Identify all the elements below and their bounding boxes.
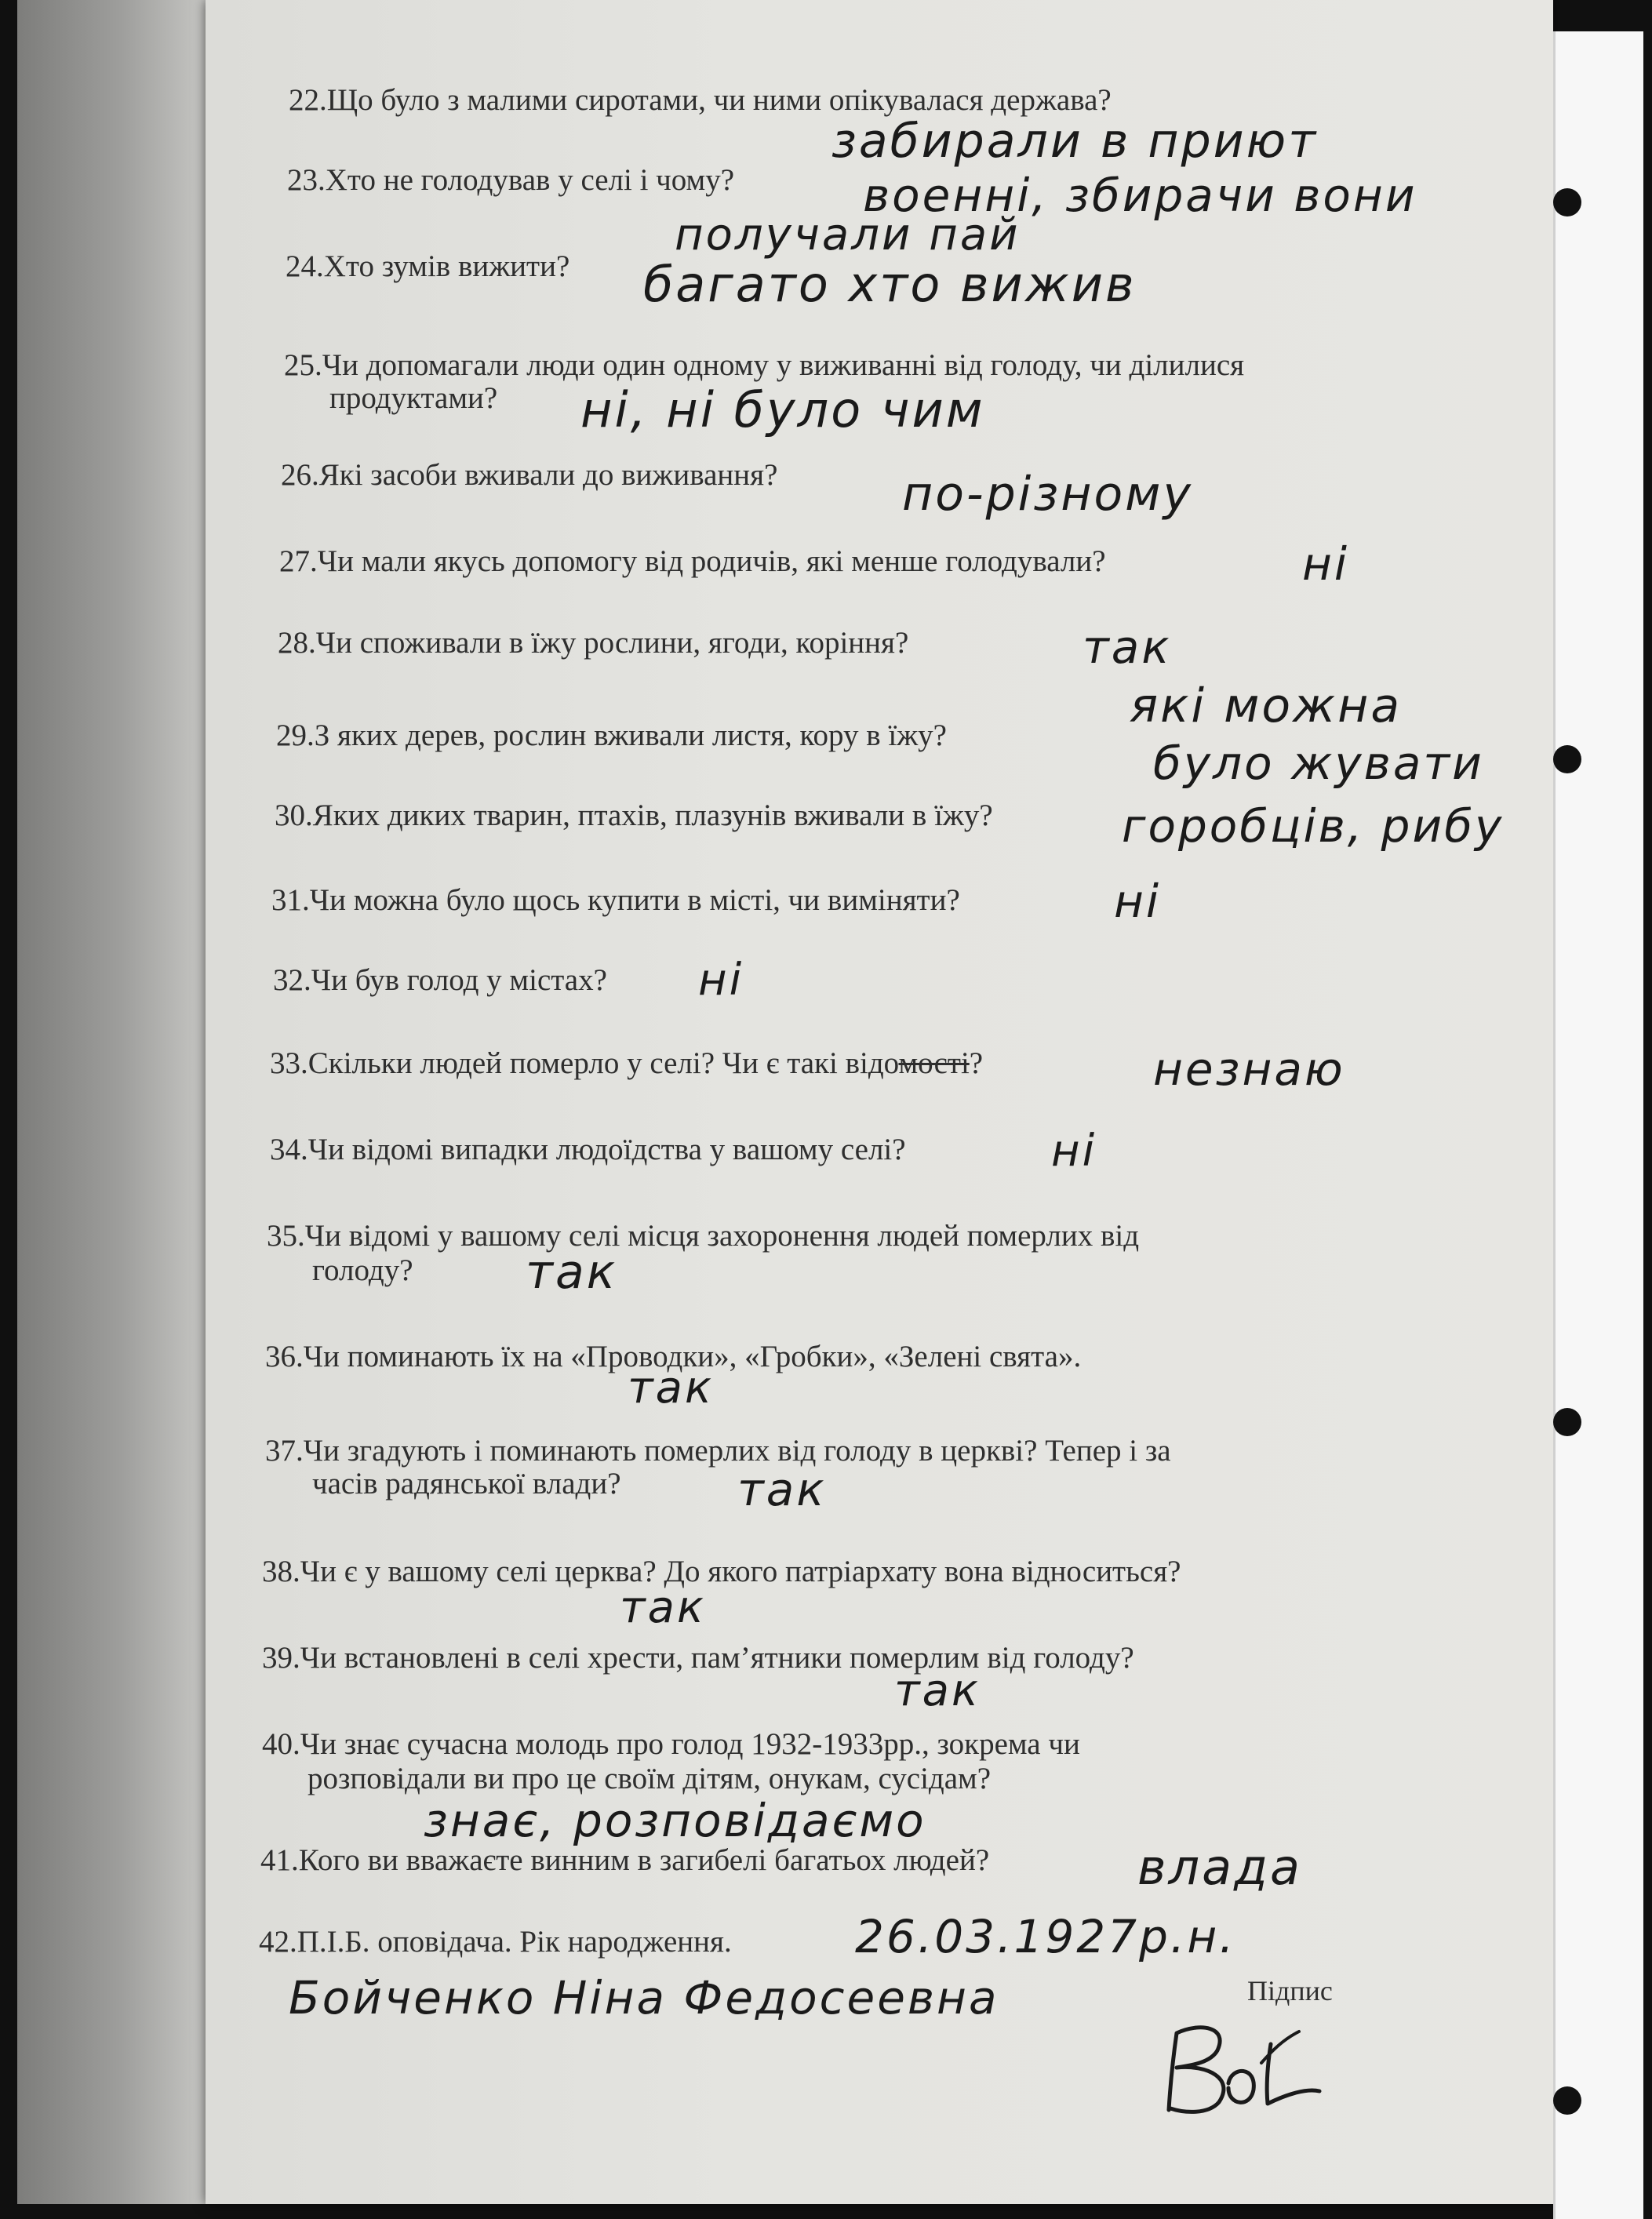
answer-42-name: Бойченко Ніна Федосеевна bbox=[289, 1971, 999, 2024]
question-40-continued: розповідали ви про це своїм дітям, онукам, сусідам? bbox=[307, 1762, 992, 1795]
answer-28: так bbox=[1083, 620, 1172, 674]
question-24: 24.Хто зумів вижити? bbox=[286, 249, 570, 283]
question-29: 29.З яких дерев, рослин вживали листя, кору в їжу? bbox=[276, 718, 947, 752]
answer-37: так bbox=[737, 1463, 827, 1516]
answer-40: знає, розповідаємо bbox=[424, 1794, 926, 1847]
question-32: 32.Чи був голод у містах? bbox=[273, 963, 607, 997]
question-37: 37.Чи згадують і поминають померлих від голоду в церкві? Тепер і за bbox=[265, 1434, 1171, 1468]
answer-25: ні, ні було чим bbox=[580, 381, 985, 438]
question-27: 27.Чи мали якусь допомогу від родичів, які менше голодували? bbox=[279, 544, 1106, 578]
question-38: 38.Чи є у вашому селі церква? До якого патріархату вона відноситься? bbox=[262, 1555, 1181, 1588]
question-42: 42.П.І.Б. оповідача. Рік народження. bbox=[259, 1925, 732, 1959]
signature-label: Підпис bbox=[1247, 1975, 1333, 2006]
answer-42-birth-date: 26.03.1927р.н. bbox=[855, 1910, 1236, 1963]
question-36: 36.Чи поминають їх на «Проводки», «Гробки», «Зелені свята». bbox=[265, 1340, 1082, 1373]
question-34: 34.Чи відомі випадки людоїдства у вашому селі? bbox=[270, 1133, 906, 1166]
question-26: 26.Які засоби вживали до виживання? bbox=[281, 458, 778, 492]
answer-39: так bbox=[894, 1665, 981, 1716]
answer-29: які можна bbox=[1130, 678, 1403, 733]
question-39: 39.Чи встановлені в селі хрести, пам’ятники померлим від голоду? bbox=[262, 1641, 1134, 1675]
answer-30: горобців, рибу bbox=[1122, 799, 1505, 853]
answer-31: ні bbox=[1114, 875, 1162, 928]
answer-24: багато хто вижив bbox=[643, 256, 1137, 313]
punch-hole bbox=[1553, 2086, 1581, 2115]
question-35-continued: голоду? bbox=[312, 1253, 413, 1287]
question-22: 22.Що було з малими сиротами, чи ними опікувалася держава? bbox=[289, 83, 1112, 117]
answer-41: влада bbox=[1137, 1839, 1303, 1896]
question-23: 23.Хто не голодував у селі і чому? bbox=[287, 163, 735, 197]
punch-hole bbox=[1553, 1408, 1581, 1436]
handwritten-signature bbox=[1153, 2016, 1326, 2126]
question-33-end: ? bbox=[969, 1046, 984, 1080]
right-binder-sheet bbox=[1553, 31, 1643, 2219]
answer-23-continued: получали пай bbox=[675, 209, 1021, 260]
question-41: 41.Кого ви вважаєте винним в загибелі багатьох людей? bbox=[260, 1843, 990, 1877]
punch-hole bbox=[1553, 188, 1581, 216]
answer-23: военні, збирачи вони bbox=[863, 169, 1417, 222]
question-33 bbox=[270, 1048, 983, 1079]
question-31: 31.Чи можна було щось купити в місті, чи виміняти? bbox=[271, 883, 960, 917]
answer-38: так bbox=[620, 1582, 706, 1633]
question-28: 28.Чи споживали в їжу рослини, ягоди, коріння? bbox=[278, 626, 909, 660]
question-37-continued: часів радянської влади? bbox=[312, 1467, 621, 1501]
question-40: 40.Чи знає сучасна молодь про голод 1932-1933рр., зокрема чи bbox=[262, 1727, 1080, 1761]
answer-34: ні bbox=[1051, 1126, 1097, 1177]
question-33-text: 33.Скільки людей померло у селі? Чи є такі відо bbox=[270, 1046, 899, 1080]
left-page-edge bbox=[17, 0, 206, 2204]
answer-36: так bbox=[628, 1362, 714, 1413]
answer-32: ні bbox=[698, 955, 744, 1006]
answer-35: так bbox=[526, 1245, 617, 1300]
answer-26: по-різному bbox=[902, 467, 1193, 522]
punch-hole bbox=[1553, 745, 1581, 773]
question-35: 35.Чи відомі у вашому селі місця захоронення людей померлих від bbox=[267, 1219, 1140, 1253]
answer-22: забирали в приют bbox=[831, 114, 1319, 169]
question-30: 30.Яких диких тварин, птахів, плазунів вживали в їжу? bbox=[275, 798, 993, 832]
answer-29-continued: було жувати bbox=[1153, 737, 1484, 790]
question-33-strikethrough: мості bbox=[898, 1046, 970, 1080]
question-25: 25.Чи допомагали люди один одному у виживанні від голоду, чи ділилися bbox=[284, 348, 1245, 382]
question-25-continued: продуктами? bbox=[329, 381, 498, 415]
answer-27: ні bbox=[1302, 537, 1350, 591]
answer-33: незнаю bbox=[1153, 1042, 1345, 1096]
